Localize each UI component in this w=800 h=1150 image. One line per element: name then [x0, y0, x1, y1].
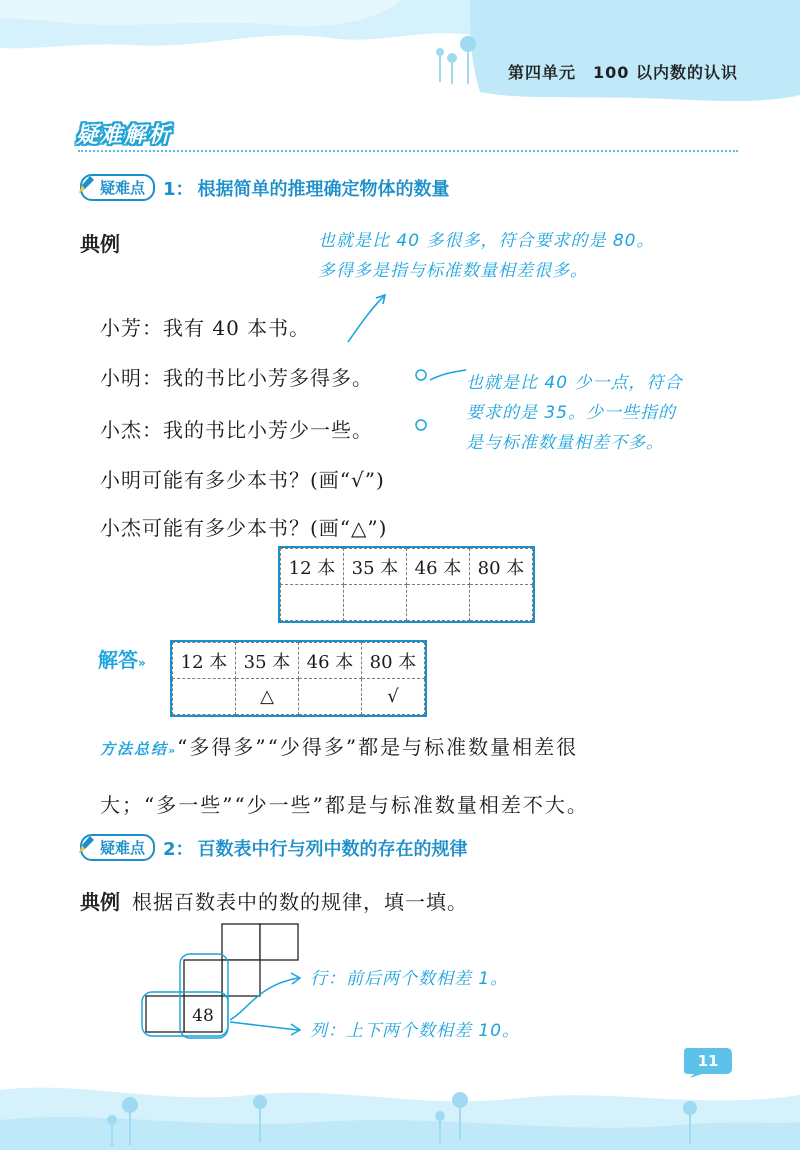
arrow-icon [340, 290, 400, 350]
question-line: 小明可能有多少本书？(画“√”) [100, 468, 385, 492]
table-blank-cell [470, 585, 533, 621]
example-2 [80, 886, 468, 915]
table-blank-cell [281, 585, 344, 621]
answer-mark-cell [299, 679, 362, 715]
key-point-1 [80, 174, 450, 201]
key-point-title: 2： 百数表中行与列中数的存在的规律 [163, 838, 468, 860]
annotation-row-rule: 行：前后两个数相差 1。 [310, 969, 509, 989]
question-line: 小杰可能有多少本书？(画“△”) [100, 516, 388, 540]
circle-mark-icon [412, 416, 430, 434]
arrow-icon [228, 960, 308, 1040]
table-blank-cell [344, 585, 407, 621]
key-point-2 [80, 834, 468, 861]
section-title-char: 解 [124, 123, 147, 148]
footer-background [0, 1050, 800, 1150]
statement-line: 小明：我的书比小芳多得多。 [100, 366, 373, 390]
answer-mark-cell: √ [362, 679, 425, 715]
pencil-icon [76, 834, 96, 856]
page-number: 11 [697, 1052, 719, 1070]
section-title-char: 析 [148, 123, 171, 148]
statement-line: 小杰：我的书比小芳少一些。 [100, 418, 373, 442]
table-header-cell: 35 本 [344, 549, 407, 585]
table-header-cell: 80 本 [362, 643, 425, 679]
answer-mark-cell: △ [236, 679, 299, 715]
statement-line: 小芳：我有 40 本书。 [100, 316, 311, 340]
section-title [76, 118, 172, 149]
key-point-badge: 疑难点 [80, 174, 155, 201]
example-label: 典例 [80, 232, 120, 256]
section-divider [78, 150, 738, 152]
table-header-cell: 35 本 [236, 643, 299, 679]
table-header-cell: 46 本 [407, 549, 470, 585]
annotation-column-rule: 列：上下两个数相差 10。 [310, 1021, 521, 1041]
table-header-cell: 12 本 [281, 549, 344, 585]
summary-line: 大；“多一些”“少一些”都是与标准数量相差不大。 [100, 793, 589, 817]
section-title-char: 疑 [76, 123, 99, 148]
answer-mark-cell [173, 679, 236, 715]
summary-line: “多得多”“少得多”都是与标准数量相差很 [177, 735, 579, 759]
annotation-a-little-less: 也就是比 40 少一点，符合 要求的是 35。少一些指的 是与标准数量相差不多。 [466, 373, 683, 453]
table-header-cell: 46 本 [299, 643, 362, 679]
table-header-cell: 12 本 [173, 643, 236, 679]
header-background [0, 0, 800, 110]
example-instruction: 根据百数表中的数的规律，填一填。 [132, 890, 468, 914]
method-summary-label: 方法总结 [100, 740, 169, 758]
pencil-icon [76, 174, 96, 196]
example-label: 典例 [80, 890, 120, 914]
method-summary: 方法总结»“多得多”“少得多”都是与标准数量相差很 大；“多一些”“少一些”都是与标准数量相差不大。 [100, 720, 589, 832]
arrow-icon [428, 362, 468, 386]
answer-label: 解答» [98, 648, 146, 672]
key-point-title: 1： 根据简单的推理确定物体的数量 [163, 178, 450, 200]
annotation-many-more: 也就是比 40 多很多，符合要求的是 80。 多得多是指与标准数量相差很多。 [318, 231, 655, 281]
example-table [278, 546, 535, 623]
grid-cell-value: 48 [192, 1006, 214, 1026]
key-point-badge: 疑难点 [80, 834, 155, 861]
answer-table [170, 640, 427, 717]
section-title-char: 难 [100, 123, 123, 148]
chapter-title: 第四单元 100 以内数的认识 [508, 63, 738, 82]
table-blank-cell [407, 585, 470, 621]
table-header-cell: 80 本 [470, 549, 533, 585]
